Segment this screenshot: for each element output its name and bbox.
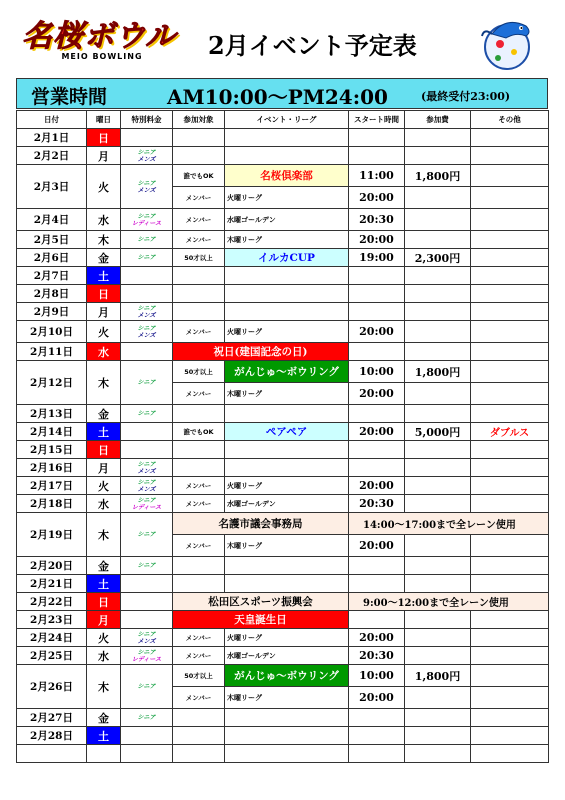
date-cell: 2月18日: [17, 495, 87, 513]
day-cell: 月: [87, 303, 121, 321]
day-cell: 水: [87, 209, 121, 231]
table-row: [17, 303, 549, 321]
day-cell: 金: [87, 557, 121, 575]
day-cell: 日: [87, 441, 121, 459]
table-row: [17, 593, 549, 611]
fee-cell: 2,300円: [405, 249, 471, 267]
day-cell: 水: [87, 495, 121, 513]
date-cell: 2月17日: [17, 477, 87, 495]
table-row: [17, 405, 549, 423]
date-cell: 2月1日: [17, 129, 87, 147]
participant-cell: メンバー: [173, 187, 225, 209]
table-row: [17, 361, 549, 383]
day-cell: 火: [87, 629, 121, 647]
fee-cell: 5,000円: [405, 423, 471, 441]
col-header: 参加対象: [173, 111, 225, 129]
start-time-cell: 20:00: [349, 687, 405, 709]
table-row: [17, 647, 549, 665]
date-cell: 2月5日: [17, 231, 87, 249]
special-rate-cell: シニア: [121, 709, 173, 727]
special-rate-cell: シニア: [121, 231, 173, 249]
logo-subtext: MEIO BOWLING: [61, 52, 143, 61]
date-cell: 2月14日: [17, 423, 87, 441]
table-header-row: [17, 111, 549, 129]
table-row: [17, 745, 549, 763]
table-row: [17, 423, 549, 441]
date-cell: 2月2日: [17, 147, 87, 165]
table-row: [17, 267, 549, 285]
start-time-cell: 20:00: [349, 231, 405, 249]
table-row: [17, 727, 549, 745]
col-header: 特別料金: [121, 111, 173, 129]
date-cell: 2月9日: [17, 303, 87, 321]
special-rate-cell: シニア メンズ: [121, 629, 173, 647]
day-cell: 水: [87, 343, 121, 361]
special-rate-cell: シニア レディース: [121, 647, 173, 665]
lane-usage-note: 14:00～17:00まで全レーン使用: [349, 513, 549, 535]
col-header: 参加費: [405, 111, 471, 129]
participant-cell: メンバー: [173, 495, 225, 513]
special-rate-cell: シニア: [121, 513, 173, 557]
league-cell: 木曜リーグ: [225, 535, 349, 557]
date-cell: 2月19日: [17, 513, 87, 557]
start-time-cell: 20:30: [349, 495, 405, 513]
special-rate-cell: シニア メンズ: [121, 477, 173, 495]
day-cell: 金: [87, 709, 121, 727]
start-time-cell: 20:00: [349, 383, 405, 405]
date-cell: 2月12日: [17, 361, 87, 405]
table-row: [17, 575, 549, 593]
special-rate-cell: シニア メンズ: [121, 321, 173, 343]
day-cell: 木: [87, 665, 121, 709]
participant-cell: メンバー: [173, 477, 225, 495]
start-time-cell: 20:30: [349, 647, 405, 665]
header: [0, 0, 565, 78]
special-rate-cell: シニア メンズ: [121, 165, 173, 209]
league-cell: 水曜ゴールデン: [225, 209, 349, 231]
date-cell: 2月26日: [17, 665, 87, 709]
holiday-cell: 祝日(建国記念の日): [173, 343, 349, 361]
league-cell: 水曜ゴールデン: [225, 647, 349, 665]
special-rate-cell: シニア: [121, 405, 173, 423]
date-cell: 2月22日: [17, 593, 87, 611]
business-hours-banner: [16, 78, 548, 109]
date-cell: 2月25日: [17, 647, 87, 665]
date-cell: 2月27日: [17, 709, 87, 727]
date-cell: 2月8日: [17, 285, 87, 303]
league-cell: 水曜ゴールデン: [225, 495, 349, 513]
table-row: [17, 147, 549, 165]
table-row: [17, 321, 549, 343]
special-rate-cell: シニア メンズ: [121, 303, 173, 321]
table-row: [17, 231, 549, 249]
col-header: 日付: [17, 111, 87, 129]
table-row: [17, 557, 549, 575]
date-cell: 2月13日: [17, 405, 87, 423]
day-cell: 金: [87, 405, 121, 423]
league-cell: 火曜リーグ: [225, 321, 349, 343]
start-time-cell: 20:00: [349, 477, 405, 495]
fee-cell: 1,800円: [405, 665, 471, 687]
table-row: [17, 495, 549, 513]
page-title: 2月イベント予定表: [208, 31, 417, 60]
league-cell: 木曜リーグ: [225, 687, 349, 709]
league-cell: 火曜リーグ: [225, 629, 349, 647]
league-cell: 火曜リーグ: [225, 187, 349, 209]
participant-cell: メンバー: [173, 231, 225, 249]
date-cell: 2月24日: [17, 629, 87, 647]
date-cell: 2月20日: [17, 557, 87, 575]
table-row: [17, 209, 549, 231]
date-cell: 2月4日: [17, 209, 87, 231]
table-row: [17, 709, 549, 727]
day-cell: 火: [87, 321, 121, 343]
meio-bowling-logo: [22, 19, 182, 62]
day-cell: 土: [87, 575, 121, 593]
event-cell: 名桜倶楽部: [225, 165, 349, 187]
special-rate-cell: シニア レディース: [121, 495, 173, 513]
special-rate-cell: シニア: [121, 361, 173, 405]
table-row: [17, 249, 549, 267]
league-cell: 木曜リーグ: [225, 231, 349, 249]
fee-cell: 1,800円: [405, 165, 471, 187]
start-time-cell: 20:00: [349, 187, 405, 209]
day-cell: 日: [87, 129, 121, 147]
day-cell: 月: [87, 147, 121, 165]
start-time-cell: 19:00: [349, 249, 405, 267]
start-time-cell: 10:00: [349, 361, 405, 383]
day-cell: 水: [87, 647, 121, 665]
event-cell: イルカCUP: [225, 249, 349, 267]
table-row: [17, 441, 549, 459]
start-time-cell: 20:00: [349, 629, 405, 647]
special-rate-cell: シニア: [121, 665, 173, 709]
holiday-cell: 天皇誕生日: [173, 611, 349, 629]
start-time-cell: 20:00: [349, 321, 405, 343]
day-cell: 木: [87, 231, 121, 249]
event-cell: 松田区スポーツ振興会: [173, 593, 349, 611]
day-cell: 日: [87, 285, 121, 303]
participant-cell: 誰でもOK: [173, 423, 225, 441]
participant-cell: メンバー: [173, 647, 225, 665]
day-cell: 月: [87, 459, 121, 477]
table-row: [17, 477, 549, 495]
date-cell: 2月23日: [17, 611, 87, 629]
start-time-cell: 20:00: [349, 535, 405, 557]
participant-cell: 誰でもOK: [173, 165, 225, 187]
day-cell: 木: [87, 513, 121, 557]
table-row: [17, 629, 549, 647]
date-cell: 2月11日: [17, 343, 87, 361]
day-cell: 金: [87, 249, 121, 267]
event-schedule-table: [16, 110, 549, 763]
special-rate-cell: シニア: [121, 557, 173, 575]
start-time-cell: 10:00: [349, 665, 405, 687]
table-row: [17, 665, 549, 687]
special-rate-cell: シニア メンズ: [121, 147, 173, 165]
special-rate-cell: シニア メンズ: [121, 459, 173, 477]
table-row: [17, 285, 549, 303]
start-time-cell: 20:00: [349, 423, 405, 441]
logo-text: 名桜ボウル: [22, 19, 177, 54]
league-cell: 火曜リーグ: [225, 477, 349, 495]
day-cell: 土: [87, 423, 121, 441]
col-header: スタート時間: [349, 111, 405, 129]
table-row: [17, 513, 549, 535]
date-cell: 2月3日: [17, 165, 87, 209]
event-cell: 名護市議会事務局: [173, 513, 349, 535]
table-row: [17, 611, 549, 629]
date-cell: 2月16日: [17, 459, 87, 477]
participant-cell: メンバー: [173, 535, 225, 557]
participant-cell: 50才以上: [173, 249, 225, 267]
date-cell: 2月10日: [17, 321, 87, 343]
table-row: [17, 343, 549, 361]
day-cell: 火: [87, 165, 121, 209]
hours-note: (最終受付23:00): [421, 90, 511, 103]
date-cell: 2月6日: [17, 249, 87, 267]
participant-cell: メンバー: [173, 687, 225, 709]
other-cell: ダブルス: [471, 423, 549, 441]
day-cell: 土: [87, 267, 121, 285]
league-cell: 木曜リーグ: [225, 383, 349, 405]
hours-label: 営業時間: [31, 86, 108, 108]
lane-usage-note: 9:00～12:00まで全レーン使用: [349, 593, 549, 611]
participant-cell: メンバー: [173, 321, 225, 343]
event-cell: がんじゅ～ボウリング: [225, 361, 349, 383]
date-cell: 2月7日: [17, 267, 87, 285]
day-cell: 土: [87, 727, 121, 745]
date-cell: 2月21日: [17, 575, 87, 593]
fee-cell: 1,800円: [405, 361, 471, 383]
participant-cell: メンバー: [173, 209, 225, 231]
dolphin-mascot-icon: [476, 14, 538, 72]
day-cell: 火: [87, 477, 121, 495]
event-cell: がんじゅ～ボウリング: [225, 665, 349, 687]
col-header: 曜日: [87, 111, 121, 129]
day-cell: 月: [87, 611, 121, 629]
date-cell: 2月15日: [17, 441, 87, 459]
date-cell: 2月28日: [17, 727, 87, 745]
participant-cell: 50才以上: [173, 361, 225, 383]
table-row: [17, 129, 549, 147]
start-time-cell: 20:30: [349, 209, 405, 231]
participant-cell: メンバー: [173, 383, 225, 405]
special-rate-cell: シニア レディース: [121, 209, 173, 231]
day-cell: 木: [87, 361, 121, 405]
col-header: イベント・リーグ: [225, 111, 349, 129]
participant-cell: メンバー: [173, 629, 225, 647]
event-cell: ペアペア: [225, 423, 349, 441]
start-time-cell: 11:00: [349, 165, 405, 187]
hours-time: AM10:00～PM24:00: [167, 85, 388, 109]
day-cell: 日: [87, 593, 121, 611]
special-rate-cell: シニア: [121, 249, 173, 267]
table-row: [17, 165, 549, 187]
col-header: その他: [471, 111, 549, 129]
table-row: [17, 459, 549, 477]
participant-cell: 50才以上: [173, 665, 225, 687]
